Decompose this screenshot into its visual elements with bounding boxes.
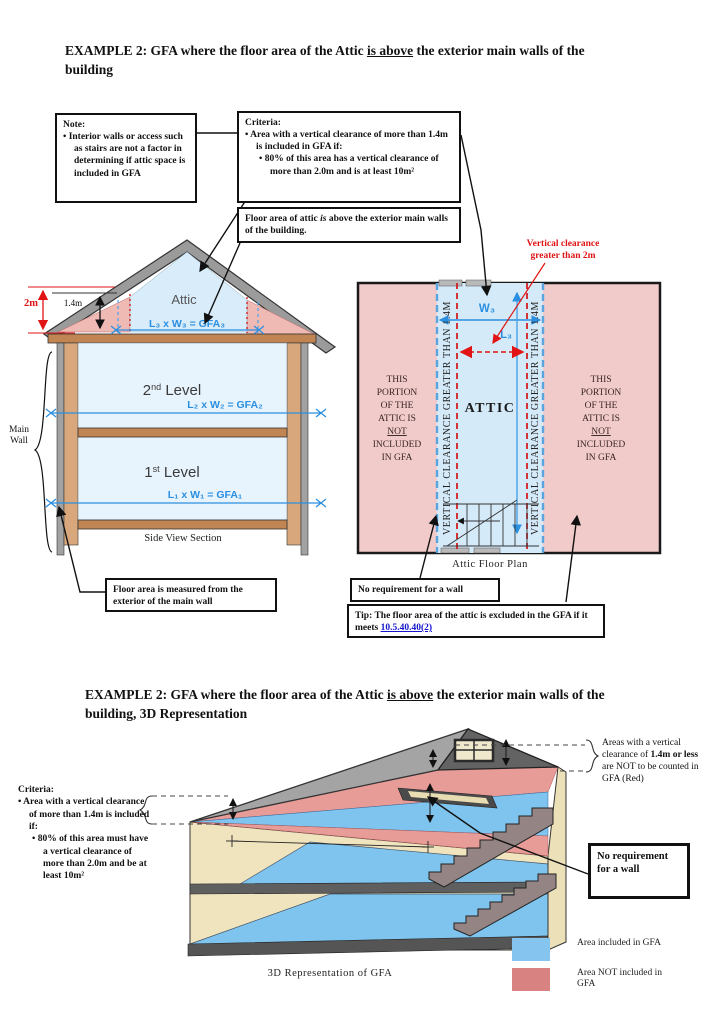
level1-label: 1st Level bbox=[144, 464, 200, 481]
legend-item-not-included: Area NOT included in GFA bbox=[512, 968, 667, 991]
w3-label: W₃ bbox=[478, 303, 496, 315]
attic-floor-slab bbox=[48, 334, 316, 343]
svg-text:ATTIC IS: ATTIC IS bbox=[582, 414, 620, 424]
right-wall-outer bbox=[301, 343, 308, 555]
three-d-diagram bbox=[140, 729, 598, 956]
criteria-box bbox=[237, 111, 461, 203]
svg-text:Wall: Wall bbox=[10, 436, 28, 446]
areas-note: Areas with a vertical clearance of 1.4m or less are NOT to be counted in GFA (Red) bbox=[602, 738, 699, 784]
svg-text:PORTION: PORTION bbox=[376, 388, 418, 398]
gable-window bbox=[455, 740, 493, 761]
mid-floor-slab bbox=[78, 428, 287, 437]
wall-stub bbox=[439, 280, 462, 286]
criteria-bullet2: • 80% of this area has a vertical clearance of more than 2.0m and is at least 10m² bbox=[259, 154, 439, 177]
note-heading: Note: bbox=[63, 120, 86, 130]
vert-clearance-text-left: VERTICAL CLEARANCE GREATER THAN 1.4M bbox=[442, 300, 453, 536]
section2-title: EXAMPLE 2: GFA where the floor area of the Attic is above the exterior main walls of the building, 3D Representation bbox=[85, 687, 605, 721]
note-box bbox=[55, 113, 197, 203]
no-wall-box-3d: No requirement for a wall bbox=[588, 843, 690, 899]
criteria-3d-bullet1: • Area with a vertical clearance of more than 1.4m is included if: bbox=[18, 797, 150, 833]
svg-text:OF THE: OF THE bbox=[380, 401, 414, 411]
svg-text:NOT: NOT bbox=[591, 427, 611, 437]
svg-text:THIS: THIS bbox=[590, 375, 612, 385]
svg-text:greater than 2m: greater than 2m bbox=[530, 251, 596, 261]
floor-plan-caption: Attic Floor Plan bbox=[452, 559, 528, 570]
note-bullet: • Interior walls or access such as stairs are not a factor in determining if attic space is included in GFA bbox=[63, 132, 186, 179]
wall-stub bbox=[466, 280, 491, 286]
gfa3-formula: L₃ x W₃ = GFA₃ bbox=[148, 318, 226, 330]
svg-text:NOT: NOT bbox=[387, 427, 407, 437]
svg-text:IN GFA: IN GFA bbox=[585, 453, 617, 463]
wall-stub bbox=[474, 548, 500, 553]
legend bbox=[512, 938, 667, 998]
three-d-caption: 3D Representation of GFA bbox=[267, 968, 393, 979]
rule-link[interactable]: 10.5.40.40(2) bbox=[380, 623, 433, 634]
bottom-floor-slab bbox=[78, 520, 287, 529]
svg-text:INCLUDED: INCLUDED bbox=[372, 440, 422, 450]
legend-swatch-red bbox=[512, 968, 550, 991]
right-wall bbox=[287, 343, 301, 545]
svg-text:ATTIC IS: ATTIC IS bbox=[378, 414, 416, 424]
floor-area-box: Floor area of attic is above the exterior main walls of the building. bbox=[237, 207, 461, 243]
legend-item-included: Area included in GFA bbox=[512, 938, 667, 961]
main-wall-label: Main bbox=[8, 425, 30, 435]
criteria-bullet1: • Area with a vertical clearance of more than 1.4m is included in GFA if: bbox=[245, 130, 448, 153]
tip-box: Tip: The floor area of the attic is excluded in the GFA if it meets 10.5.40.40(2) bbox=[347, 604, 605, 638]
svg-text:1.4m: 1.4m bbox=[63, 298, 83, 308]
l3-label: L₃ bbox=[500, 329, 512, 341]
svg-text:THIS: THIS bbox=[386, 375, 408, 385]
plan-attic-label: ATTIC bbox=[464, 401, 516, 416]
section1-title: EXAMPLE 2: GFA where the floor area of the Attic is above the exterior main walls of the building bbox=[65, 43, 585, 77]
portion-left-text bbox=[373, 375, 422, 463]
criteria-3d bbox=[18, 784, 150, 883]
left-wall bbox=[64, 343, 78, 545]
no-wall-box-plan: No requirement for a wall bbox=[350, 578, 500, 602]
wall-stub bbox=[441, 548, 469, 553]
vert-clearance-text-right: VERTICAL CLEARANCE GREATER THAN 1.4M bbox=[530, 300, 541, 536]
criteria-3d-bullet2: • 80% of this area must have a vertical clearance of more than 2.0m and be at least 10m² bbox=[32, 834, 149, 882]
side-view-diagram bbox=[9, 240, 335, 555]
svg-text:PORTION: PORTION bbox=[580, 388, 622, 398]
main-wall-brace bbox=[35, 352, 52, 552]
right-gable-wall bbox=[548, 767, 566, 950]
mid-slab bbox=[190, 882, 548, 894]
measured-from-box: Floor area is measured from the exterior of the main wall bbox=[105, 578, 277, 612]
gfa2-formula: L₂ x W₂ = GFA₂ bbox=[187, 399, 263, 411]
criteria-heading: Criteria: bbox=[245, 118, 281, 128]
side-view-caption: Side View Section bbox=[144, 533, 222, 544]
gfa1-formula: L₁ x W₁ = GFA₁ bbox=[167, 489, 243, 501]
svg-text:INCLUDED: INCLUDED bbox=[576, 440, 626, 450]
svg-text:IN GFA: IN GFA bbox=[381, 453, 413, 463]
attic-label: Attic bbox=[171, 292, 197, 307]
right-dim-brace bbox=[586, 740, 598, 772]
criteria-3d-heading: Criteria: bbox=[18, 785, 54, 795]
svg-text:OF THE: OF THE bbox=[584, 401, 618, 411]
level2-label: 2nd Level bbox=[142, 382, 202, 399]
floor-plan-diagram bbox=[358, 239, 660, 570]
legend-swatch-blue bbox=[512, 938, 550, 961]
red-note: Vertical clearance bbox=[526, 239, 600, 249]
svg-text:2m: 2m bbox=[24, 298, 38, 309]
portion-right-text bbox=[577, 375, 626, 463]
